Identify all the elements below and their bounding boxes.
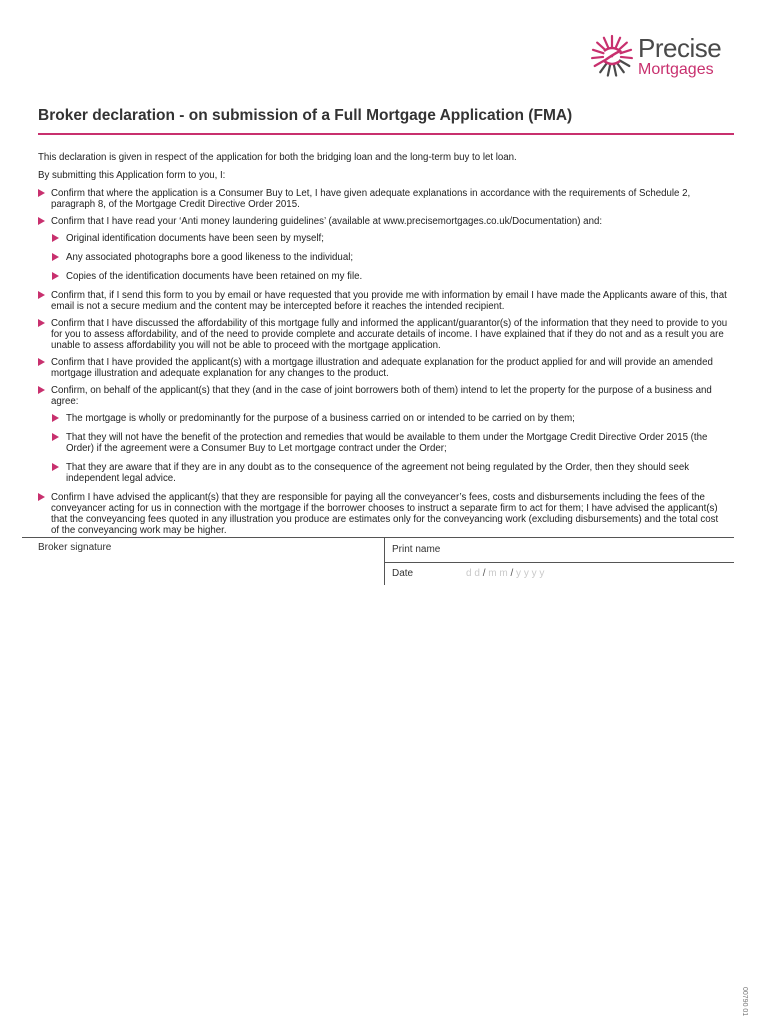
declaration-text: Confirm that I have read your ‘Anti money laundering guidelines’ (available at www.precisemortgages.co.uk/Documentation) and:: [51, 216, 603, 227]
declaration-text: Confirm I have advised the applicant(s) that they are responsible for paying all the conveyancer’s fees, costs and disbursements including the fees of the conveyancer acting for us in connection with the mortgage if the borrower chooses to instruct a separate firm to act for them; I have advised the applicant(s) that the conveyancing fees quoted in any illustration you produce are estimates only for the conveyancing work (excluding disbursements) and the total cost of the conveyancing work may be higher.: [51, 492, 719, 536]
declaration-text: Confirm that I have provided the applicant(s) with a mortgage illustration and adequate explanation for the product applied for and will provide an amended mortgage illustration and adequate explanation for any changes to the product.: [51, 357, 713, 379]
bullet-arrow-icon: [38, 291, 45, 299]
brand-logo: [590, 33, 740, 83]
print-name-label: Print name: [392, 544, 441, 555]
sub-declaration-item: [38, 233, 728, 244]
bullet-arrow-icon: [52, 253, 59, 261]
title-divider: [38, 133, 734, 135]
declaration-text: The mortgage is wholly or predominantly for the purpose of a business carried on or intended to be carried on by them;: [66, 413, 575, 424]
declaration-text: Confirm, on behalf of the applicant(s) that they (and in the case of joint borrowers both of them) intend to let the property for the purpose of a business and agree:: [51, 385, 712, 407]
signature-column-divider: [384, 537, 385, 585]
date-label: Date: [392, 568, 414, 579]
bullet-arrow-icon: [38, 386, 45, 394]
declaration-body: [38, 152, 728, 542]
declaration-item: [38, 492, 728, 536]
signature-divider: [22, 537, 734, 538]
bullet-arrow-icon: [52, 463, 59, 471]
bullet-arrow-icon: [38, 493, 45, 501]
intro-paragraph: This declaration is given in respect of the application for both the bridging loan and the long-term buy to let loan.: [38, 152, 517, 163]
bullet-arrow-icon: [38, 189, 45, 197]
page-title: Broker declaration - on submission of a Full Mortgage Application (FMA): [38, 107, 573, 124]
document-code: 00790 01: [741, 987, 748, 1017]
declaration-item: [38, 385, 728, 407]
declaration-text: Copies of the identification documents have been retained on my file.: [66, 271, 363, 282]
declaration-list: [38, 188, 728, 536]
sub-declaration-item: [38, 413, 728, 424]
bullet-arrow-icon: [38, 319, 45, 327]
brand-subname: Mortgages: [638, 61, 714, 78]
bullet-arrow-icon: [52, 234, 59, 242]
date-day-placeholder[interactable]: d d: [466, 568, 480, 579]
intro-paragraph: By submitting this Application form to you, I:: [38, 170, 226, 181]
declaration-item: [38, 318, 728, 351]
bullet-arrow-icon: [52, 272, 59, 280]
declaration-item: [38, 216, 728, 227]
swirl-logo-icon: [590, 33, 634, 79]
declaration-text: Any associated photographs bore a good likeness to the individual;: [66, 252, 354, 263]
sub-declaration-item: [38, 252, 728, 263]
bullet-arrow-icon: [38, 217, 45, 225]
sub-declaration-item: [38, 271, 728, 282]
date-year-placeholder[interactable]: y y y y: [516, 568, 545, 579]
sub-declaration-item: [38, 462, 728, 484]
declaration-item: [38, 290, 728, 312]
date-separator: /: [510, 568, 514, 579]
declaration-text: Confirm that I have discussed the affordability of this mortgage fully and informed the applicant/guarantor(s) of the information that they need to provide to you for you to assess affordability, and of the need to provide complete and accurate details of income. I have explained that if they do not and as a result you are unable to assess affordability you will not be able to proceed with the mortgage application.: [51, 318, 728, 351]
date-month-placeholder[interactable]: m m: [488, 568, 508, 579]
date-separator: /: [482, 568, 486, 579]
declaration-text: Original identification documents have been seen by myself;: [66, 233, 324, 244]
bullet-arrow-icon: [38, 358, 45, 366]
declaration-item: [38, 357, 728, 379]
declaration-text: That they will not have the benefit of the protection and remedies that would be available to them under the Mortgage Credit Directive Order 2015 (the Order) if the agreement were a Consumer Buy to Let mortgage contract under the Order;: [66, 432, 708, 454]
declaration-text: Confirm that, if I send this form to you by email or have requested that you provide me with information by email I have made the Applicants aware of this, that email is not a secure medium and the content may be intercepted before it reaches the intended recipient.: [51, 290, 727, 312]
declaration-text: Confirm that where the application is a Consumer Buy to Let, I have given adequate explanations in accordance with the requirements of Schedule 2, paragraph 8, of the Mortgage Credit Directive Order 2015.: [51, 188, 691, 210]
bullet-arrow-icon: [52, 414, 59, 422]
print-name-divider: [384, 562, 734, 563]
broker-signature-label: Broker signature: [38, 542, 112, 553]
declaration-item: [38, 188, 728, 210]
declaration-text: That they are aware that if they are in any doubt as to the consequence of the agreement not being regulated by the Order, then they should seek independent legal advice.: [66, 462, 690, 484]
brand-name: Precise: [638, 33, 722, 63]
bullet-arrow-icon: [52, 433, 59, 441]
date-field[interactable]: [466, 568, 544, 579]
sub-declaration-item: [38, 432, 728, 454]
